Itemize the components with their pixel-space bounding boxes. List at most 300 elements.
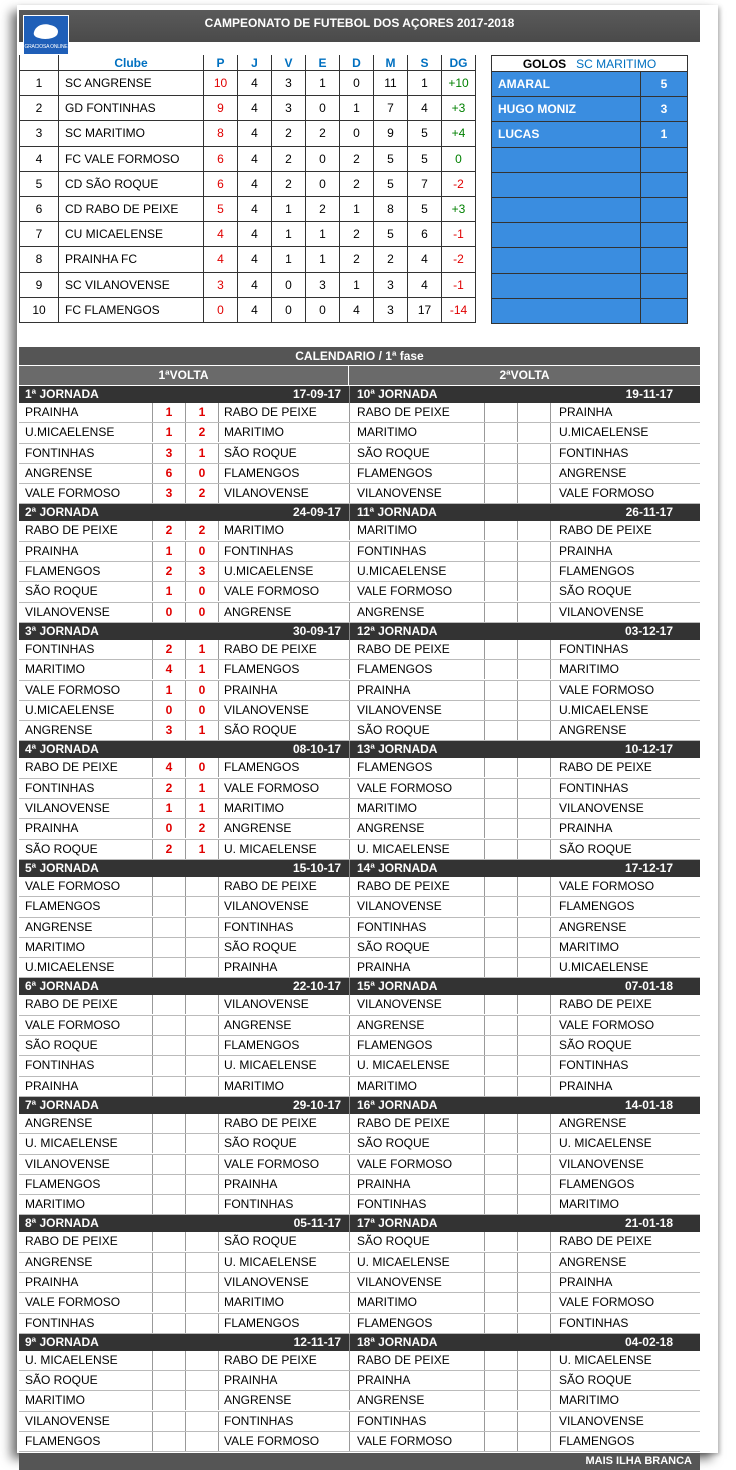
return-away-score (517, 840, 551, 859)
goals-against: 6 (408, 222, 442, 247)
home-team: FONTINHAS (25, 780, 95, 795)
goals-for: 5 (374, 171, 408, 196)
away-team: FLAMENGOS (224, 760, 300, 775)
home-score: 0 (152, 819, 185, 838)
game-row (19, 542, 700, 562)
return-home-team: VALE FORMOSO (357, 1156, 453, 1171)
losses: 2 (340, 171, 374, 196)
return-away-score (517, 779, 551, 798)
return-home-team: FLAMENGOS (357, 760, 433, 775)
away-score: 0 (185, 758, 219, 777)
return-away-score (517, 721, 551, 740)
scorer-goals (641, 248, 688, 273)
standings-table (19, 55, 476, 323)
game-row (19, 877, 700, 897)
return-away-team: ANGRENSE (559, 1115, 627, 1130)
goals-against: 1 (408, 71, 442, 96)
position: 5 (20, 171, 59, 196)
return-home-team: PRAINHA (357, 1373, 411, 1388)
draws: 0 (306, 297, 340, 322)
round-block (19, 1097, 700, 1215)
home-score (152, 1195, 185, 1214)
draws: 2 (306, 121, 340, 146)
losses: 4 (340, 297, 374, 322)
return-home-team: FLAMENGOS (357, 662, 433, 677)
wins: 1 (272, 196, 306, 221)
away-score (185, 1232, 219, 1251)
game-row (19, 562, 700, 582)
home-team: FLAMENGOS (25, 1434, 101, 1449)
away-score (185, 1175, 219, 1194)
draws: 3 (306, 272, 340, 297)
return-home-score (484, 1432, 517, 1451)
home-team: PRAINHA (25, 821, 79, 836)
round-name: 2ª JORNADA (25, 505, 99, 520)
away-team: FLAMENGOS (224, 1038, 300, 1053)
standings-header-cell: Clube (59, 55, 204, 71)
scorer-row (492, 147, 688, 172)
away-score: 1 (185, 660, 219, 679)
goal-difference: -2 (442, 247, 476, 272)
goal-difference: -14 (442, 297, 476, 322)
round-header (19, 504, 700, 521)
return-home-team: U. MICAELENSE (357, 1058, 450, 1073)
away-team: ANGRENSE (224, 1017, 292, 1032)
game-row (19, 464, 700, 484)
home-score (152, 1155, 185, 1174)
standings-row (20, 171, 476, 196)
away-team: SÃO ROQUE (224, 939, 297, 954)
game-row (19, 1432, 700, 1452)
home-team: VILANOVENSE (25, 1413, 110, 1428)
return-away-team: MARITIMO (559, 1393, 619, 1408)
scorer-goals (641, 298, 688, 323)
return-away-score (517, 1351, 551, 1370)
points: 4 (204, 247, 238, 272)
game-row (19, 681, 700, 701)
away-score: 0 (185, 701, 219, 720)
return-away-score (517, 521, 551, 540)
standings-header-cell: V (272, 55, 306, 71)
return-home-score (484, 660, 517, 679)
game-row (19, 721, 700, 741)
points: 0 (204, 297, 238, 322)
return-away-team: VILANOVENSE (559, 1156, 644, 1171)
return-away-team: ANGRENSE (559, 723, 627, 738)
away-team: ANGRENSE (224, 604, 292, 619)
goal-difference: +3 (442, 96, 476, 121)
away-team: SÃO ROQUE (224, 1234, 297, 1249)
goals-against: 5 (408, 121, 442, 146)
played: 4 (238, 272, 272, 297)
position: 2 (20, 96, 59, 121)
return-home-team: VILANOVENSE (357, 1274, 442, 1289)
game-row (19, 1253, 700, 1273)
losses: 1 (340, 272, 374, 297)
return-away-team: MARITIMO (559, 939, 619, 954)
return-home-team: FONTINHAS (357, 919, 427, 934)
return-away-score (517, 444, 551, 463)
home-score (152, 1293, 185, 1312)
round-block (19, 623, 700, 741)
losses: 2 (340, 247, 374, 272)
game-row (19, 660, 700, 680)
return-round-date: 21-01-18 (624, 1216, 673, 1231)
return-home-score (484, 1077, 517, 1096)
round-name: 3ª JORNADA (25, 623, 99, 638)
home-team: VALE FORMOSO (25, 682, 121, 697)
away-team: RABO DE PEIXE (224, 405, 317, 419)
scorer-row (492, 97, 688, 122)
return-away-score (517, 660, 551, 679)
game-row (19, 1155, 700, 1175)
home-team: SÃO ROQUE (25, 841, 98, 856)
wins: 3 (272, 71, 306, 96)
draws: 1 (306, 222, 340, 247)
away-score (185, 877, 219, 896)
return-home-score (484, 840, 517, 859)
home-team: ANGRENSE (25, 465, 93, 480)
standings-header-cell: J (238, 55, 272, 71)
return-round-name: 14ª JORNADA (357, 860, 438, 875)
return-away-team: FONTINHAS (559, 445, 629, 460)
home-team: RABO DE PEIXE (25, 760, 118, 775)
goals-against: 4 (408, 96, 442, 121)
home-score (152, 1016, 185, 1035)
away-team: VILANOVENSE (224, 1274, 309, 1289)
played: 4 (238, 247, 272, 272)
return-home-score (484, 701, 517, 720)
away-team: SÃO ROQUE (224, 1136, 297, 1151)
away-score: 1 (185, 403, 219, 422)
points: 8 (204, 121, 238, 146)
losses: 0 (340, 121, 374, 146)
club-name: CU MICAELENSE (59, 222, 204, 247)
game-row (19, 918, 700, 938)
game-row (19, 640, 700, 660)
scorer-goals (641, 273, 688, 298)
return-away-team: FLAMENGOS (559, 1434, 635, 1449)
away-score (185, 958, 219, 977)
return-home-score (484, 1155, 517, 1174)
home-score: 1 (152, 681, 185, 700)
away-team: RABO DE PEIXE (224, 878, 317, 893)
return-round-date: 19-11-17 (625, 387, 673, 401)
return-home-score (484, 1134, 517, 1153)
return-round-date: 03-12-17 (624, 623, 673, 638)
home-team: MARITIMO (25, 1197, 85, 1212)
home-team: PRAINHA (25, 543, 79, 558)
away-team: U. MICAELENSE (224, 1254, 317, 1269)
home-score: 3 (152, 444, 185, 463)
round-block (19, 1334, 700, 1452)
scorer-goals: 1 (641, 122, 688, 147)
goals-for: 5 (374, 146, 408, 171)
home-team: ANGRENSE (25, 1254, 93, 1269)
scorer-row (492, 298, 688, 323)
return-away-team: SÃO ROQUE (559, 1038, 632, 1053)
club-name: SC ANGRENSE (59, 71, 204, 96)
away-team: MARITIMO (224, 1295, 284, 1310)
home-team: FONTINHAS (25, 445, 95, 460)
return-away-team: VALE FORMOSO (559, 878, 655, 893)
standings-row (20, 71, 476, 96)
return-home-team: SÃO ROQUE (357, 445, 430, 460)
return-home-team: MARITIMO (357, 1295, 417, 1310)
round-block (19, 504, 700, 622)
game-row (19, 958, 700, 978)
home-team: RABO DE PEIXE (25, 523, 118, 538)
club-name: PRAINHA FC (59, 247, 204, 272)
away-score (185, 995, 219, 1014)
away-score (185, 897, 219, 916)
standings-header-row (20, 55, 476, 71)
return-away-team: SÃO ROQUE (559, 584, 632, 599)
home-team: FLAMENGOS (25, 564, 101, 579)
home-score: 2 (152, 521, 185, 540)
played: 4 (238, 71, 272, 96)
home-team: VALE FORMOSO (25, 486, 121, 501)
scorer-name (492, 172, 641, 197)
standings-header-cell: P (204, 55, 238, 71)
away-score: 1 (185, 779, 219, 798)
points: 6 (204, 171, 238, 196)
game-row (19, 521, 700, 541)
return-home-score (484, 582, 517, 601)
scorer-row (492, 197, 688, 222)
scorers-team: SC MARITIMO (576, 56, 657, 71)
away-score: 1 (185, 640, 219, 659)
wins: 0 (272, 272, 306, 297)
return-home-team: FONTINHAS (357, 543, 427, 558)
return-away-team: FLAMENGOS (559, 899, 635, 914)
return-away-team: VALE FORMOSO (559, 1017, 655, 1032)
return-home-score (484, 403, 517, 422)
game-row (19, 995, 700, 1015)
return-home-score (484, 640, 517, 659)
return-away-team: PRAINHA (559, 821, 613, 836)
return-home-team: SÃO ROQUE (357, 723, 430, 738)
return-away-team: VALE FORMOSO (559, 1295, 655, 1310)
played: 4 (238, 121, 272, 146)
game-row (19, 484, 700, 504)
goals-against: 4 (408, 272, 442, 297)
return-home-team: FONTINHAS (357, 1413, 427, 1428)
return-home-score (484, 1114, 517, 1133)
round-block (19, 978, 700, 1096)
return-home-score (484, 1371, 517, 1390)
return-away-score (517, 877, 551, 896)
return-away-score (517, 799, 551, 818)
away-team: RABO DE PEIXE (224, 1352, 317, 1367)
return-home-score (484, 1016, 517, 1035)
wins: 0 (272, 297, 306, 322)
away-team: RABO DE PEIXE (224, 1115, 317, 1130)
round-header (19, 1215, 700, 1232)
away-team: FONTINHAS (224, 543, 294, 558)
away-score: 3 (185, 562, 219, 581)
game-row (19, 1371, 700, 1391)
return-home-team: PRAINHA (357, 1176, 411, 1191)
away-score (185, 1432, 219, 1451)
return-away-team: MARITIMO (559, 1197, 619, 1212)
home-score: 2 (152, 562, 185, 581)
home-team: U.MICAELENSE (25, 960, 115, 975)
club-name: SC MARITIMO (59, 121, 204, 146)
away-team: ANGRENSE (224, 821, 292, 836)
standings-header-cell: S (408, 55, 442, 71)
return-away-team: FLAMENGOS (559, 1176, 635, 1191)
return-away-team: RABO DE PEIXE (559, 523, 652, 538)
return-home-team: RABO DE PEIXE (357, 878, 450, 893)
game-row (19, 582, 700, 602)
return-away-score (517, 1253, 551, 1272)
away-score (185, 1253, 219, 1272)
return-away-team: SÃO ROQUE (559, 841, 632, 856)
return-home-team: U.MICAELENSE (357, 564, 447, 579)
return-home-team: PRAINHA (357, 682, 411, 697)
return-round-name: 16ª JORNADA (357, 1097, 438, 1112)
standings-row (20, 297, 476, 322)
points: 10 (204, 71, 238, 96)
away-score: 2 (185, 521, 219, 540)
return-away-team: FONTINHAS (559, 641, 629, 656)
return-away-score (517, 423, 551, 442)
game-row (19, 1314, 700, 1334)
away-team: VILANOVENSE (224, 702, 309, 717)
away-score: 1 (185, 840, 219, 859)
return-home-score (484, 464, 517, 483)
scorer-name: HUGO MONIZ (492, 97, 641, 122)
pos-header (20, 55, 59, 71)
calendar-title: CALENDARIO / 1ª fase (19, 347, 700, 365)
return-home-team: U. MICAELENSE (357, 1254, 450, 1269)
game-row (19, 938, 700, 958)
losses: 1 (340, 96, 374, 121)
club-name: CD SÃO ROQUE (59, 171, 204, 196)
return-away-team: RABO DE PEIXE (559, 1234, 652, 1249)
game-row (19, 423, 700, 443)
return-home-team: FLAMENGOS (357, 1038, 433, 1053)
round-header (19, 386, 700, 403)
return-away-team: SÃO ROQUE (559, 1373, 632, 1388)
return-home-team: RABO DE PEIXE (357, 1115, 450, 1130)
return-home-team: ANGRENSE (357, 821, 425, 836)
return-away-score (517, 562, 551, 581)
home-score: 1 (152, 403, 185, 422)
home-team: ANGRENSE (25, 919, 93, 934)
return-home-score (484, 521, 517, 540)
standings-header-cell: M (374, 55, 408, 71)
away-score: 0 (185, 582, 219, 601)
home-score (152, 1253, 185, 1272)
home-team: MARITIMO (25, 662, 85, 677)
return-away-team: MARITIMO (559, 662, 619, 677)
return-away-score (517, 542, 551, 561)
away-score (185, 1273, 219, 1292)
goals-for: 8 (374, 196, 408, 221)
wins: 1 (272, 222, 306, 247)
home-score (152, 1371, 185, 1390)
return-home-score (484, 877, 517, 896)
home-team: MARITIMO (25, 939, 85, 954)
home-team: SÃO ROQUE (25, 1373, 98, 1388)
return-home-team: SÃO ROQUE (357, 1234, 430, 1249)
home-team: FONTINHAS (25, 1058, 95, 1073)
game-row (19, 1036, 700, 1056)
return-away-team: VALE FORMOSO (559, 486, 655, 501)
return-home-team: MARITIMO (357, 425, 417, 440)
home-team: U.MICAELENSE (25, 425, 115, 440)
return-home-score (484, 542, 517, 561)
draws: 0 (306, 146, 340, 171)
away-team: RABO DE PEIXE (224, 641, 317, 656)
losses: 2 (340, 146, 374, 171)
home-team: SÃO ROQUE (25, 584, 98, 599)
return-away-team: FONTINHAS (559, 1058, 629, 1073)
home-team: FLAMENGOS (25, 1176, 101, 1191)
return-home-score (484, 1314, 517, 1333)
draws: 1 (306, 247, 340, 272)
away-team: PRAINHA (224, 1176, 278, 1191)
goal-difference: -1 (442, 272, 476, 297)
played: 4 (238, 297, 272, 322)
scorer-name (492, 298, 641, 323)
return-away-score (517, 1016, 551, 1035)
return-away-score (517, 1232, 551, 1251)
return-away-team: U. MICAELENSE (559, 1136, 652, 1151)
scorer-name (492, 197, 641, 222)
club-name: CD RABO DE PEIXE (59, 196, 204, 221)
away-team: MARITIMO (224, 523, 284, 538)
away-team: VALE FORMOSO (224, 780, 320, 795)
round-name: 8ª JORNADA (25, 1216, 99, 1231)
wins: 2 (272, 121, 306, 146)
return-away-score (517, 701, 551, 720)
away-score: 1 (185, 721, 219, 740)
position: 10 (20, 297, 59, 322)
return-home-team: ANGRENSE (357, 604, 425, 619)
return-home-team: VALE FORMOSO (357, 1434, 453, 1449)
return-home-score (484, 484, 517, 503)
round-header (19, 623, 700, 640)
away-team: MARITIMO (224, 801, 284, 816)
return-home-team: ANGRENSE (357, 1017, 425, 1032)
volta-headers (19, 366, 700, 385)
return-away-score (517, 897, 551, 916)
goal-difference: 0 (442, 146, 476, 171)
return-away-team: RABO DE PEIXE (559, 760, 652, 775)
return-away-score (517, 403, 551, 422)
standings-row (20, 146, 476, 171)
return-home-team: VILANOVENSE (357, 899, 442, 914)
away-score (185, 1351, 219, 1370)
return-home-score (484, 958, 517, 977)
return-home-team: RABO DE PEIXE (357, 641, 450, 656)
return-home-score (484, 1412, 517, 1431)
return-round-date: 26-11-17 (625, 505, 673, 520)
return-home-team: MARITIMO (357, 523, 417, 538)
return-home-team: ANGRENSE (357, 1393, 425, 1408)
game-row (19, 1195, 700, 1215)
return-away-team: VILANOVENSE (559, 604, 644, 619)
return-away-team: U.MICAELENSE (559, 425, 649, 440)
scorer-goals (641, 223, 688, 248)
round-date: 29-10-17 (292, 1097, 341, 1112)
scorer-row (492, 172, 688, 197)
home-score: 0 (152, 603, 185, 622)
home-score (152, 958, 185, 977)
